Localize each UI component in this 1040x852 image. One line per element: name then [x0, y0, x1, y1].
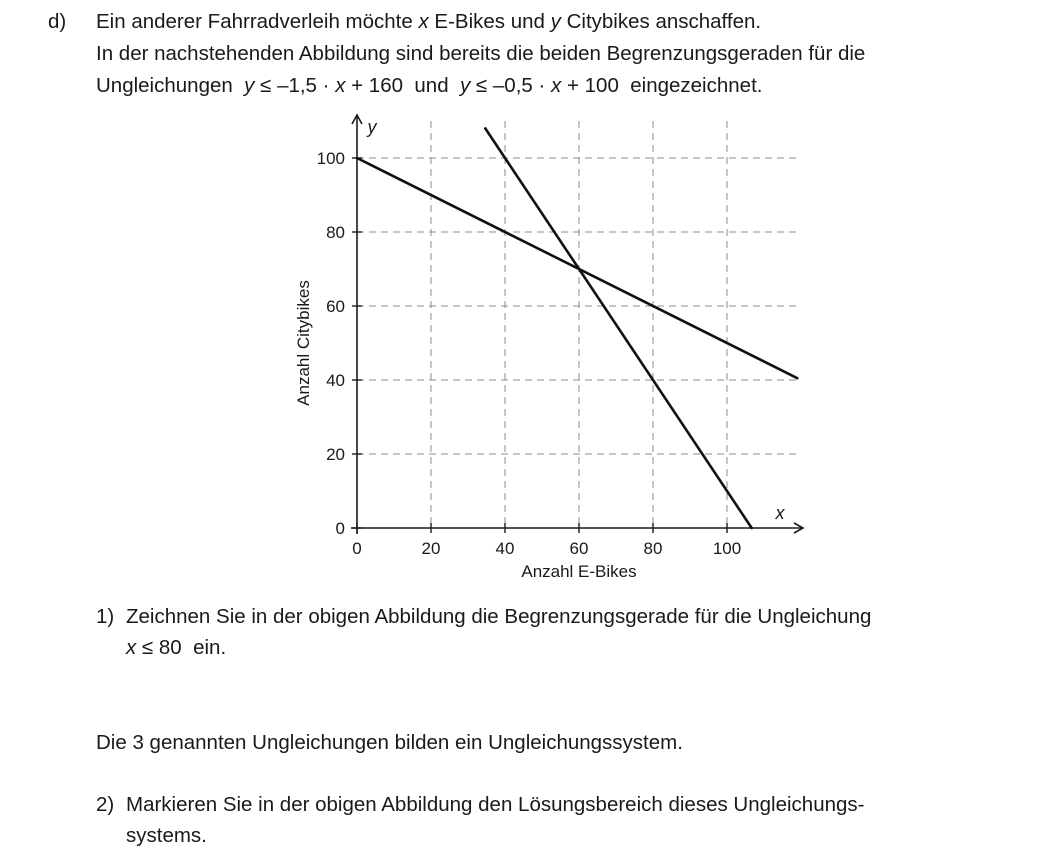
x-axis-title: Anzahl E-Bikes — [521, 562, 637, 581]
y-tick-label: 0 — [335, 519, 345, 538]
y-tick-label: 60 — [326, 297, 345, 316]
x-tick-label: 0 — [352, 539, 362, 558]
axis-labels — [294, 117, 786, 581]
inequality-2-part: + 100 — [561, 74, 619, 97]
intro-text: Ein anderer Fahrradverleih möchte — [96, 10, 419, 33]
inequality-1-part: + 160 — [345, 74, 404, 97]
question-1-line-1: Zeichnen Sie in der obigen Abbildung die Begrenzungsgerade für die Ungleichung — [126, 605, 872, 628]
intro-line-1 — [96, 6, 761, 38]
variable-x: x — [418, 10, 429, 33]
y-tick-label: 80 — [326, 223, 345, 242]
variable-y: y — [550, 10, 561, 33]
y-axis-title: Anzahl Citybikes — [294, 280, 313, 406]
grid — [357, 121, 801, 528]
question-1-rest: ≤ 80 ein. — [136, 636, 227, 659]
inequality-1-y: y — [244, 74, 255, 97]
intro-text: Ungleichungen — [96, 74, 245, 97]
intro-line-2: In der nachstehenden Abbildung sind bereits die beiden Begrenzungsgeraden für die — [96, 42, 866, 65]
x-tick-label: 40 — [495, 539, 515, 558]
axes — [351, 115, 803, 534]
intro-line-3 — [96, 70, 762, 102]
inequality-1-x: x — [335, 74, 346, 97]
inequality-2-part: ≤ –0,5 · — [470, 74, 552, 97]
boundary-line-1 — [485, 128, 751, 528]
intro-text: eingezeichnet. — [618, 74, 763, 97]
inequality-chart — [280, 112, 810, 592]
question-1-line-2 — [126, 632, 226, 664]
inequality-2-x: x — [551, 74, 562, 97]
question-2-line-1: Markieren Sie in der obigen Abbildung den Lösungsbereich dieses Ungleichungs- — [126, 793, 865, 816]
inequality-2-y: y — [460, 74, 471, 97]
variable-x: x — [126, 636, 137, 659]
y-tick-label: 40 — [326, 371, 345, 390]
x-axis-variable: x — [775, 503, 785, 523]
boundary-lines — [357, 128, 797, 528]
ticks — [317, 149, 742, 558]
question-2-number: 2) — [96, 793, 115, 816]
boundary-line-2 — [357, 158, 797, 378]
intro-text: E-Bikes und — [428, 10, 551, 33]
x-tick-label: 100 — [712, 539, 742, 558]
y-tick-label: 100 — [316, 149, 345, 168]
question-2-line-2: systems. — [126, 824, 207, 847]
y-axis-variable: y — [367, 117, 377, 137]
x-tick-label: 80 — [643, 539, 663, 558]
inequality-1-part: ≤ –1,5 · — [254, 74, 336, 97]
system-statement: Die 3 genannten Ungleichungen bilden ein Ungleichungssystem. — [96, 731, 683, 754]
y-tick-label: 20 — [326, 445, 345, 464]
question-1-number: 1) — [96, 605, 115, 628]
task-label: d) — [48, 10, 67, 33]
intro-text: Citybikes anschaffen. — [560, 10, 762, 33]
x-tick-label: 20 — [421, 539, 441, 558]
intro-text: und — [403, 74, 461, 97]
x-tick-label: 60 — [569, 539, 589, 558]
